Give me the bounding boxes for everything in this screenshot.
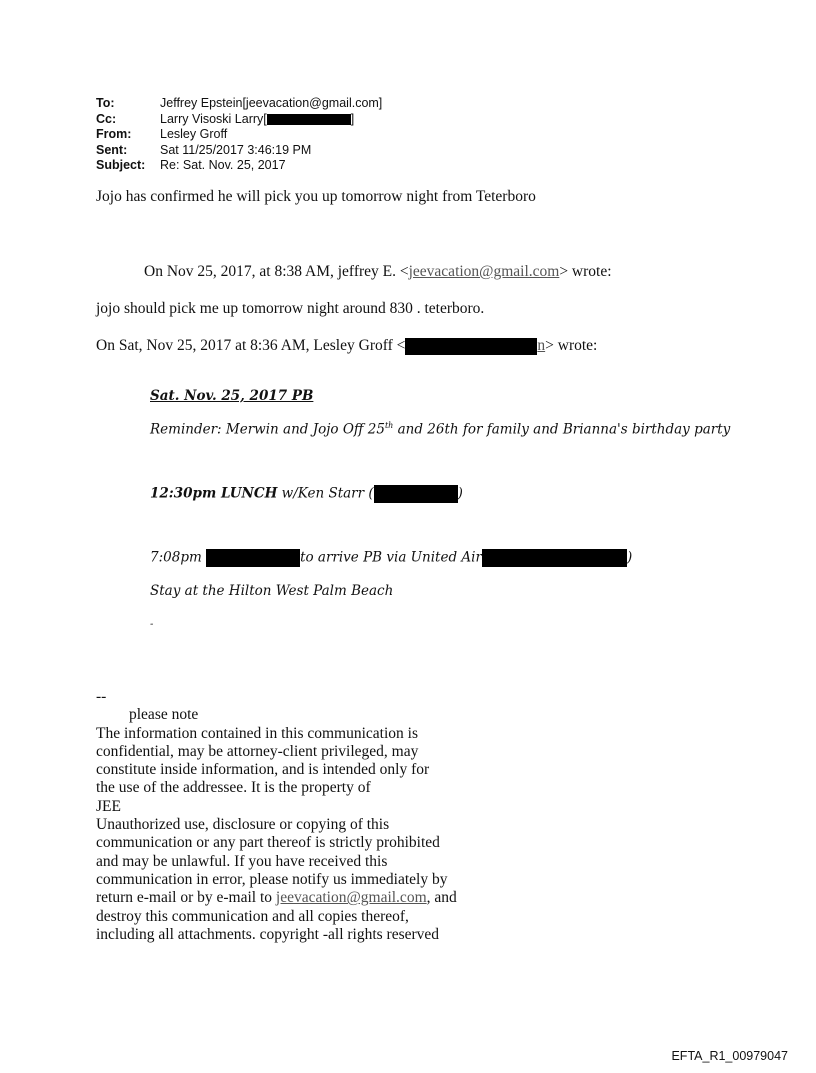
document-id: EFTA_R1_00979047 [671,1049,788,1063]
signature-separator: -- [96,688,107,705]
flight-line [150,549,632,567]
disclaimer-line: destroy this communication and all copies thereof, [96,907,409,925]
redaction-box [405,338,537,355]
flight-time: 7:08pm [150,549,207,566]
sent-value: Sat 11/25/2017 3:46:19 PM [160,142,312,157]
hotel-line: Stay at the Hilton West Palm Beach [150,583,394,599]
reminder-line [150,421,730,438]
quote1-suffix: > wrote: [559,263,612,280]
lunch-time: 12:30pm LUNCH [150,485,278,502]
flight-text: to arrive PB via United Air [300,549,482,566]
quote2-prefix: On Sat, Nov 25, 2017 at 8:36 AM, Lesley Groff < [96,337,406,354]
disclaimer-line: JEE [96,797,121,815]
email-header [96,96,382,174]
disclaimer-mail-suffix: , and [426,889,457,907]
cc-value [160,112,354,128]
disclaimer-line: The information contained in this communication is [96,724,418,742]
cc-value-text: Larry Visoski Larry[ [160,111,267,126]
subject-row [96,158,382,174]
quote1-email-link[interactable]: jeevacation@gmail.com [408,263,560,280]
disclaimer-line: the use of the addressee. It is the property of [96,779,371,797]
disclaimer-line: and may be unlawful. If you have received this [96,852,388,870]
lunch-text: w/Ken Starr ( [277,485,374,502]
redaction-box [482,549,627,567]
quote1-text: jojo should pick me up tomorrow night around 830 . teterboro. [96,300,485,317]
cc-value-close: ] [350,111,355,126]
to-row [96,96,382,112]
reminder-superscript: th [384,421,394,430]
subject-value: Re: Sat. Nov. 25, 2017 [160,158,286,172]
from-label: From: [96,127,132,141]
sent-label: Sent: [96,142,128,157]
disclaimer-email-link[interactable]: jeevacation@gmail.com [275,889,427,907]
quote2-header [96,337,597,355]
quote2-suffix: > wrote: [545,337,598,354]
redaction-box [206,549,300,567]
disclaimer-line: communication or any part thereof is strictly prohibited [96,834,440,852]
disclaimer-line: confidential, may be attorney-client privileged, may [96,742,419,760]
disclaimer-mail-line [96,889,457,907]
subject-label: Subject: [96,158,146,172]
disclaimer [96,688,457,944]
to-value: Jeffrey Epstein[jeevacation@gmail.com] [160,96,383,110]
disclaimer-mail-prefix: return e-mail or by e-mail to [96,889,276,907]
reminder-text: Reminder: Merwin and Jojo Off 25 [150,421,385,438]
cc-label: Cc: [96,111,117,126]
from-row [96,127,382,143]
schedule-heading: Sat. Nov. 25, 2017 PB [150,388,314,404]
quote1-header [144,263,612,281]
disclaimer-line: communication in error, please notify us immediately by [96,870,448,888]
to-label: To: [96,96,115,110]
schedule-dash: - [150,619,154,630]
quote1-prefix: On Nov 25, 2017, at 8:38 AM, jeffrey E. < [144,263,409,280]
quote2-email-tail: n [537,337,546,354]
cc-row [96,112,382,128]
lunch-line [150,485,463,503]
flight-close: ) [626,549,633,566]
lunch-close: ) [457,485,463,502]
from-value: Lesley Groff [160,127,228,141]
sent-row [96,143,382,159]
redaction-box [374,485,458,503]
disclaimer-note: please note [129,706,199,724]
disclaimer-line: Unauthorized use, disclosure or copying of this [96,816,390,834]
redaction-box [267,114,351,125]
reply-text: Jojo has confirmed he will pick you up tomorrow night from Teterboro [96,188,536,205]
reminder-text-rest: and 26th for family and Brianna's birthday party [393,421,731,438]
disclaimer-line: including all attachments. copyright -all rights reserved [96,925,440,943]
disclaimer-line: constitute inside information, and is intended only for [96,761,430,779]
